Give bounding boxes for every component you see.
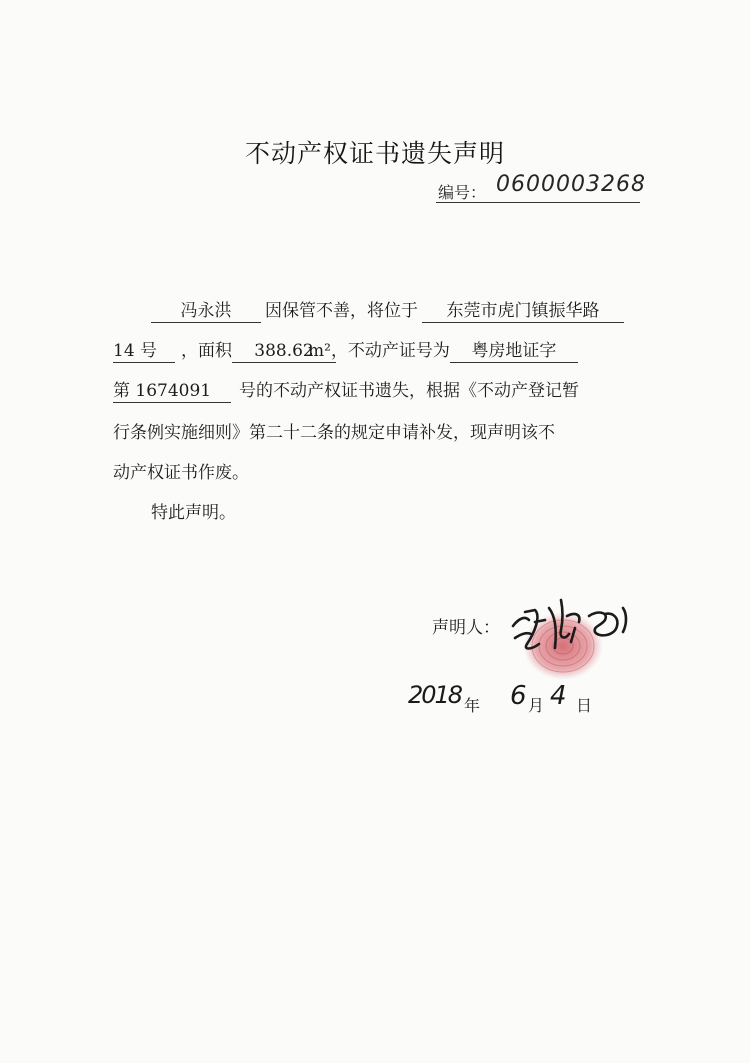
owner-name: 冯永洪 bbox=[151, 301, 261, 323]
date-month-char: 月 bbox=[528, 696, 545, 715]
body-line-3 bbox=[113, 380, 579, 403]
address-part-1: 东莞市虎门镇振华路 bbox=[422, 301, 624, 323]
area-unit: m² bbox=[308, 341, 331, 361]
date-month-handwritten: 6 bbox=[510, 681, 527, 711]
body-line-5: 动产权证书作废。 bbox=[113, 463, 249, 483]
body-line-1 bbox=[113, 300, 624, 323]
serial-value: 0600003268 bbox=[496, 172, 646, 197]
body-line-2 bbox=[113, 340, 578, 363]
body-text-line-3: 号的不动产权证书遗失，根据《不动产登记暂 bbox=[239, 381, 579, 401]
address-part-2: 14 号 bbox=[113, 341, 175, 363]
signature-with-fingerprint bbox=[505, 586, 635, 682]
area-value: 388.62 bbox=[232, 341, 336, 363]
body-text-3: ，不动产证号为 bbox=[330, 341, 450, 361]
declaration-date bbox=[398, 675, 618, 725]
body-line-4: 行条例实施细则》第二十二条的规定申请补发，现声明该不 bbox=[113, 423, 555, 443]
certificate-prefix: 粤房地证字 bbox=[450, 341, 578, 363]
date-day-char: 日 bbox=[576, 696, 593, 715]
serial-label: 编号： bbox=[438, 183, 487, 202]
declarant-label: 声明人： bbox=[432, 618, 500, 638]
date-year-char: 年 bbox=[464, 696, 481, 715]
body-text-2: ，面积 bbox=[181, 341, 232, 361]
date-day-handwritten: 4 bbox=[550, 681, 567, 711]
closing-statement: 特此声明。 bbox=[151, 503, 236, 523]
body-text-1: 因保管不善，将位于 bbox=[265, 301, 418, 321]
certificate-number: 第 1674091 bbox=[113, 381, 231, 403]
serial-number-field bbox=[436, 172, 646, 203]
document-title: 不动产权证书遗失声明 bbox=[244, 139, 505, 168]
date-year-handwritten: 2018 bbox=[408, 681, 462, 709]
